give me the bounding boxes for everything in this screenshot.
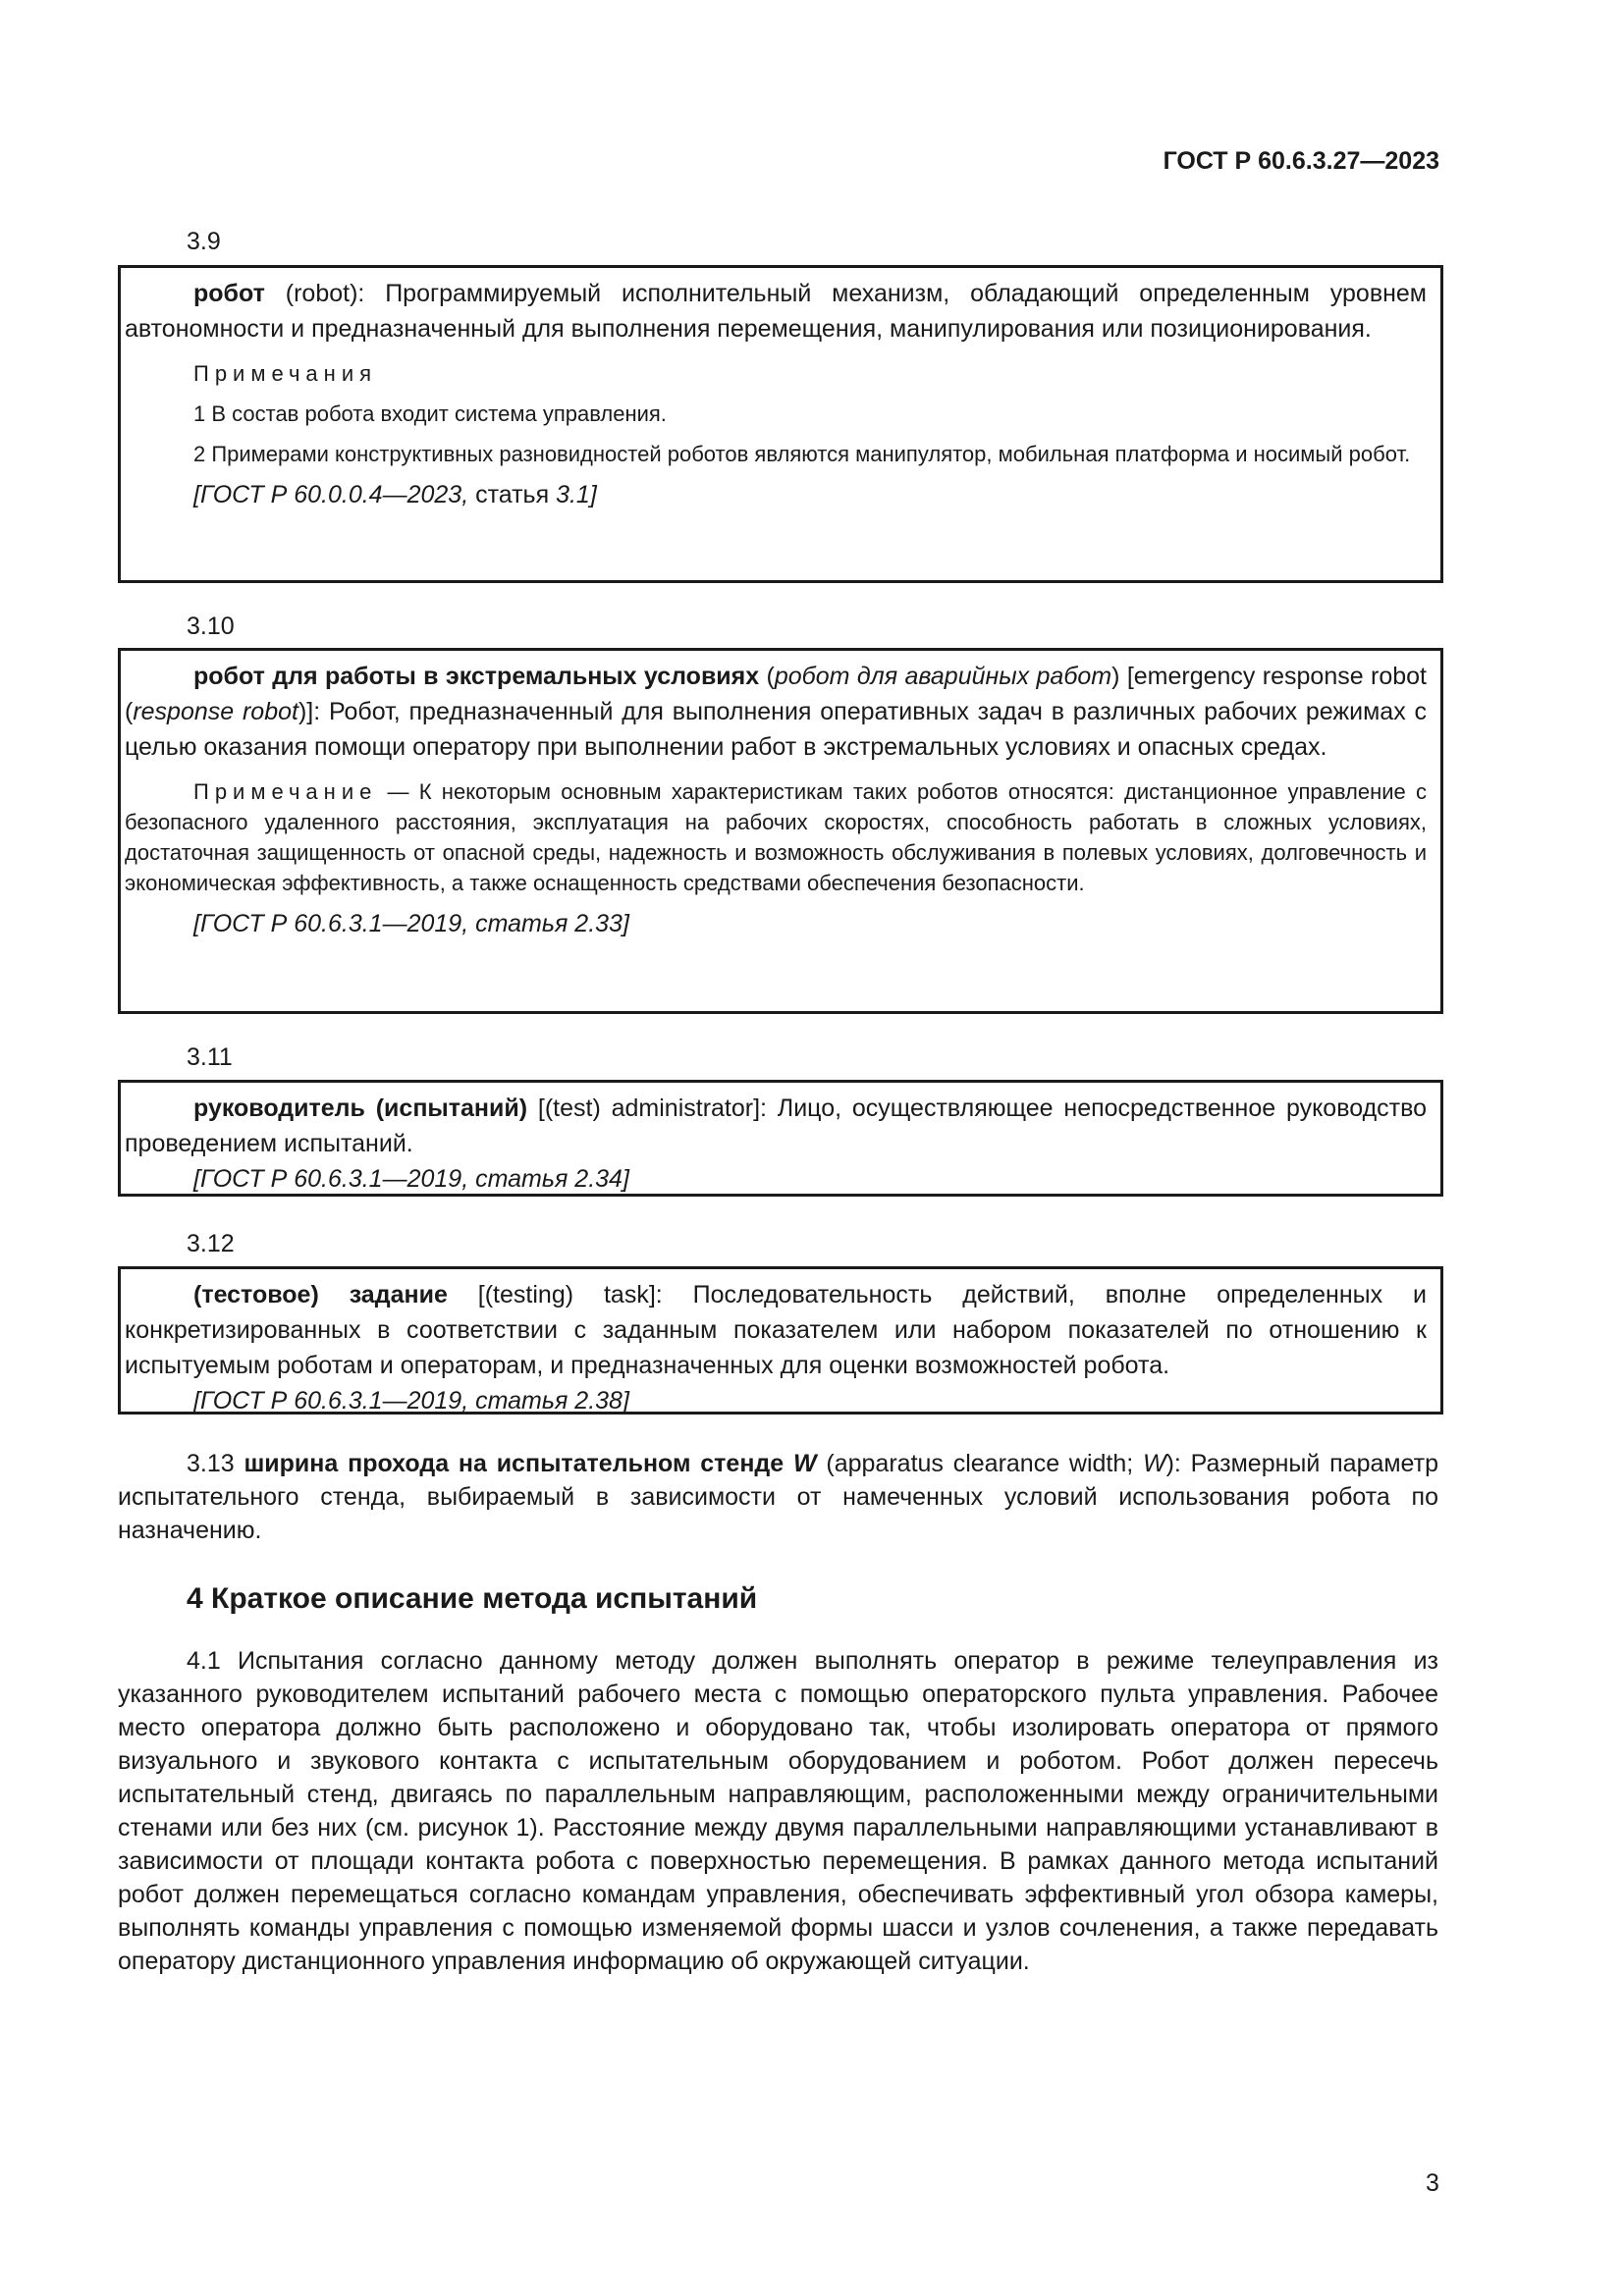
term-definition bbox=[118, 1447, 1438, 1547]
section-heading: 4 Краткое описание метода испытаний bbox=[187, 1582, 758, 1615]
term-source bbox=[125, 477, 1427, 512]
paragraph-text: 4.1 Испытания согласно данному методу должен выполнять оператор в режиме телеуправления из указанного руководителем испытаний рабочего места с помощью операторского пульта управления. Рабочее место оператора должно быть расположено и оборудовано так, чтобы изолировать оператора от прямого визуального и звукового контакта с испытательным оборудованием и роботом. Робот должен пересечь испытательный стенд, двигаясь по параллельным направляющим, расположенными между ограничительными стенами или без них (см. рисунок 1). Расстояние между двумя параллельными направляющими устанавливают в зависимости от площади контакта робота с поверхностью перемещения. В рамках данного метода испытаний робот должен перемещаться согласно командам управления, обеспечивать эффективный угол обзора камеры, выполнять команды управления с помощью изменяемой формы шасси и узлов сочленения, а также передавать оператору дистанционного управления информацию об окружающей ситуации. bbox=[118, 1647, 1438, 1975]
term-text: ( bbox=[759, 663, 775, 690]
term-definition bbox=[125, 659, 1427, 765]
page-number: 3 bbox=[1426, 2169, 1439, 2197]
term-text: (robot): Программируемый исполнительный механизм, обладающий определенным уровнем автономности и предназначенный для выполнения перемещения, манипулирования или позиционирования. bbox=[125, 280, 1427, 343]
term-name: руководитель (испытаний) bbox=[193, 1095, 528, 1122]
note-text: — К некоторым основным характеристикам таких роботов относятся: дистанционное управление с безопасного удаленного расстояния, эксплуатация на рабочих скоростях, способность работать в сложных условиях, достаточная защищенность от опасной среды, надежность и возможность обслуживания в полевых условиях, долговечность и экономическая эффективность, а также оснащенность средствами обеспечения безопасности. bbox=[125, 779, 1427, 895]
term-name: ширина прохода на испытательном стенде bbox=[244, 1450, 793, 1477]
source-article-number: 3.1] bbox=[556, 481, 597, 508]
section-4 bbox=[118, 1582, 1438, 1616]
term-number-3-10: 3.10 bbox=[187, 613, 235, 640]
source-article-label: статья bbox=[468, 481, 557, 508]
term-text: ) [emergency response robot ( bbox=[125, 663, 1427, 725]
term-symbol: W bbox=[1143, 1450, 1166, 1477]
term-symbol: W bbox=[793, 1450, 817, 1477]
note-1: 1 В состав робота входит система управления. bbox=[193, 401, 667, 426]
term-text: )]: Робот, предназначенный для выполнения оперативных задач в различных рабочих режимах с целью оказания помощи оператору при выполнении работ в экстремальных условиях и опасных средах. bbox=[125, 698, 1428, 761]
paragraph-4-1 bbox=[118, 1644, 1438, 1978]
term-number: 3.13 bbox=[187, 1450, 244, 1477]
note-2: 2 Примерами конструктивных разновидностей роботов являются манипулятор, мобильная платформа и носимый робот. bbox=[193, 442, 1411, 466]
term-name: робот bbox=[193, 280, 265, 307]
note-title: Примечание bbox=[193, 779, 378, 804]
term-definition bbox=[125, 1091, 1427, 1161]
term-source: [ГОСТ Р 60.6.3.1—2019, статья 2.38] bbox=[193, 1387, 629, 1415]
term-number-3-12: 3.12 bbox=[187, 1230, 235, 1257]
note bbox=[125, 776, 1427, 898]
document-id-header: ГОСТ Р 60.6.3.27—2023 bbox=[1163, 147, 1439, 175]
term-definition bbox=[125, 1277, 1427, 1383]
term-source: [ГОСТ Р 60.6.3.1—2019, статья 2.34] bbox=[193, 1165, 629, 1193]
term-number-3-9: 3.9 bbox=[187, 228, 221, 255]
term-box-3-9 bbox=[118, 265, 1443, 583]
term-text: (apparatus clearance width; bbox=[816, 1450, 1143, 1477]
term-synonym-en: response robot bbox=[133, 698, 298, 725]
source-ref: [ГОСТ Р 60.0.0.4—2023, bbox=[193, 481, 469, 508]
term-text: ): Размерный параметр испытательного стенда, выбираемый в зависимости от намеченных условий использования робота по назначению. bbox=[118, 1450, 1438, 1544]
term-text: [(test) administrator]: Лицо, осуществляющее непосредственное руководство проведением испытаний. bbox=[125, 1095, 1428, 1157]
term-synonym: робот для аварийных работ bbox=[774, 663, 1112, 690]
term-definition bbox=[125, 276, 1427, 347]
term-source: [ГОСТ Р 60.6.3.1—2019, статья 2.33] bbox=[193, 910, 629, 937]
term-box-3-10 bbox=[118, 648, 1443, 1014]
term-name: робот для работы в экстремальных условиях bbox=[193, 663, 760, 690]
term-box-3-12 bbox=[118, 1266, 1443, 1415]
term-box-3-11 bbox=[118, 1080, 1443, 1197]
term-3-13 bbox=[118, 1447, 1438, 1547]
notes-title: Примечания bbox=[193, 361, 378, 386]
term-name: (тестовое) задание bbox=[193, 1281, 448, 1308]
term-text: [(testing) task]: Последовательность действий, вполне определенных и конкретизированных в соответствии с заданным показателем или набором показателей по отношению к испытуемым роботам и операторам, и предназначенных для оценки возможностей робота. bbox=[125, 1281, 1427, 1379]
term-number-3-11: 3.11 bbox=[187, 1043, 233, 1071]
